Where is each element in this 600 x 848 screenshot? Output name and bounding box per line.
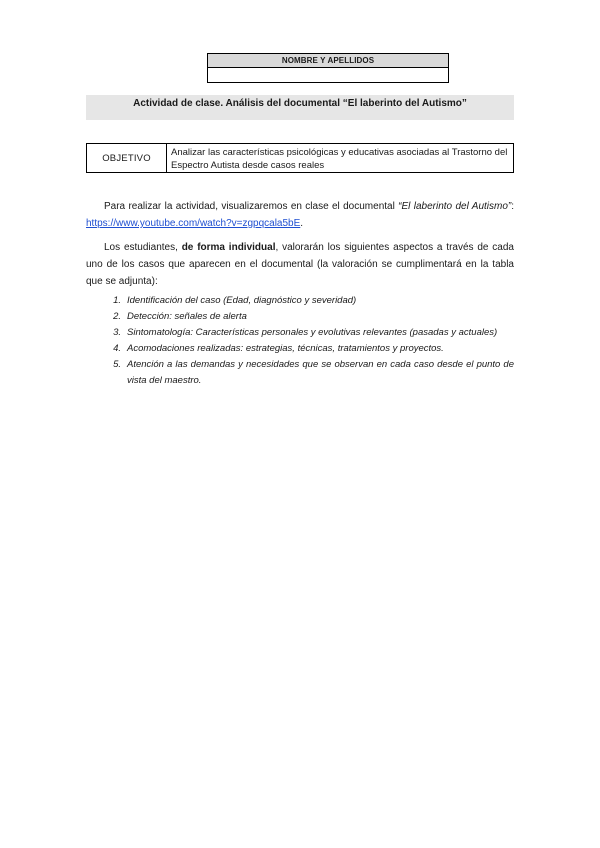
name-field[interactable] — [208, 68, 448, 82]
task-paragraph — [86, 239, 514, 290]
objective-label: OBJETIVO — [87, 144, 167, 172]
list-item — [86, 325, 514, 341]
aspects-list — [86, 293, 514, 389]
objective-table — [86, 143, 514, 173]
list-item — [86, 357, 514, 389]
list-item-number: 2. — [113, 311, 121, 322]
list-item — [86, 341, 514, 357]
documentary-link[interactable]: https://www.youtube.com/watch?v=zgpqcala5bE — [86, 218, 301, 229]
activity-title: Actividad de clase. Análisis del documental “El laberinto del Autismo” — [86, 95, 514, 120]
list-item-number: 1. — [113, 295, 121, 306]
name-box — [207, 53, 449, 83]
period: . — [300, 218, 304, 229]
task-emphasis: de forma individual — [181, 242, 276, 253]
documentary-title: “El laberinto del Autismo” — [398, 201, 512, 212]
task-text-start: Los estudiantes, — [104, 242, 182, 253]
list-item-text: Sintomatología: Características personales y evolutivas relevantes (pasadas y actuales) — [127, 327, 498, 338]
objective-text: Analizar las características psicológicas y educativas asociadas al Trastorno del Espectro Autista desde casos reales — [171, 147, 508, 171]
list-item-text: Atención a las demandas y necesidades que se observan en cada caso desde el punto de vista del maestro. — [127, 359, 514, 386]
task-text-end: , valorarán los siguientes aspectos a través de cada uno de los casos que aparecen en el documental (la valoración se cumplimentará en la tabla que se adjunta): — [86, 242, 514, 287]
instructions-paragraph — [86, 198, 514, 232]
colon: : — [511, 201, 515, 212]
name-box-header: NOMBRE Y APELLIDOS — [208, 54, 448, 68]
list-item-text: Identificación del caso (Edad, diagnóstico y severidad) — [127, 295, 357, 306]
list-item-number: 3. — [113, 327, 121, 338]
list-item — [86, 293, 514, 309]
list-item-text: Detección: señales de alerta — [127, 311, 247, 322]
instructions-text: Para realizar la actividad, visualizaremos en clase el documental — [104, 201, 399, 212]
list-item-text: Acomodaciones realizadas: estrategias, técnicas, tratamientos y proyectos. — [127, 343, 444, 354]
list-item-number: 4. — [113, 343, 121, 354]
list-item-number: 5. — [113, 359, 121, 370]
list-item — [86, 309, 514, 325]
